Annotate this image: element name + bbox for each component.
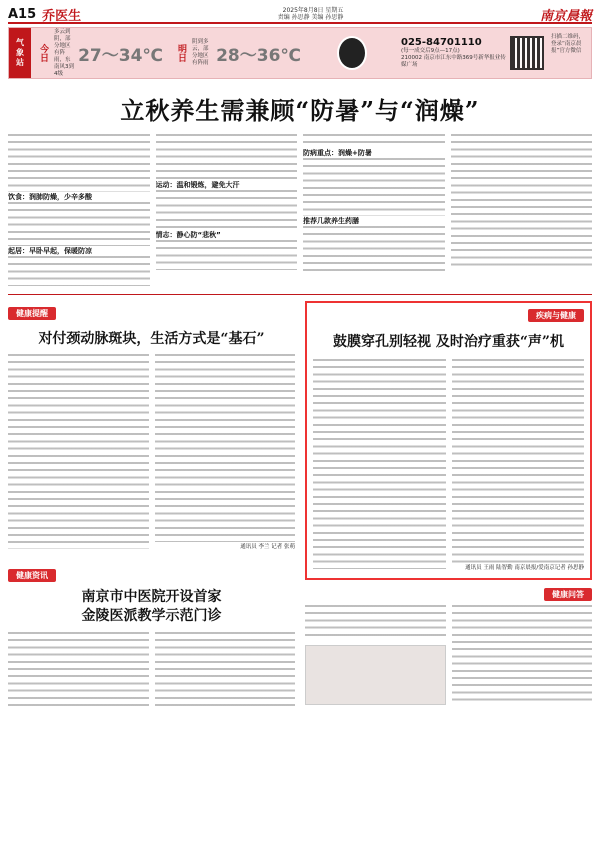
left-byline: 通讯员 李兰 记者 张萌 bbox=[240, 544, 295, 551]
tag-health-reminder: 健康提醒 bbox=[8, 307, 56, 320]
subhead-exercise: 运动：温和锻炼，避免大汗 bbox=[155, 181, 240, 189]
page-number: A15 bbox=[8, 6, 37, 22]
weather-label: 气象站 bbox=[9, 28, 31, 78]
newspaper-logo: 南京晨報 bbox=[539, 8, 592, 24]
news-headline: 南京市中医院开设首家 金陵医派教学示范门诊 bbox=[81, 588, 222, 624]
header-meta: 2025年8月8日 星期五 责编 孙思静 美编 孙思静 bbox=[277, 7, 344, 21]
qr-note: 扫描二维码，登录“南京晨报”官方微信 bbox=[551, 34, 585, 54]
page-header bbox=[8, 6, 592, 24]
hotline-block: 025-84701110 (每一成交后9点—17点) 210002 南京市江东中路369号新华报业传媒广场 bbox=[401, 37, 506, 68]
subhead-rest: 起居：早卧早起，保暖防凉 bbox=[8, 247, 92, 256]
qr-code-icon[interactable] bbox=[507, 28, 547, 78]
subhead-recipes: 推荐几款养生药膳 bbox=[303, 217, 359, 226]
avatar-icon bbox=[337, 36, 367, 70]
doctor-illustration bbox=[307, 28, 397, 78]
highlighted-article bbox=[305, 301, 592, 579]
main-article-body bbox=[8, 134, 592, 286]
weather-today: 今日 多云到阴，部分地区有阵雨，东南风3到4级 27～34℃ bbox=[38, 28, 163, 77]
weather-tomorrow: 明日 阴到多云，部分地区有阵雨 28～36℃ bbox=[176, 39, 301, 66]
section-divider bbox=[8, 294, 592, 295]
subhead-diet: 饮食：润肺防燥，少辛多酸 bbox=[8, 193, 92, 201]
main-headline: 立秋养生需兼顾“防暑”与“润燥” bbox=[120, 96, 480, 125]
tag-health-news: 健康资讯 bbox=[8, 569, 56, 582]
qa-image bbox=[305, 645, 446, 705]
section-name: 乔医生 bbox=[42, 8, 82, 24]
subhead-mood: 情志：静心防“悲秋” bbox=[155, 231, 221, 240]
lower-section bbox=[8, 301, 592, 705]
left-column bbox=[8, 301, 295, 705]
subhead-prevention: 防病重点：润燥+防暑 bbox=[303, 149, 372, 157]
tag-health-qa: 健康问答 bbox=[544, 588, 592, 601]
weather-band bbox=[8, 27, 592, 79]
right-column bbox=[305, 301, 592, 705]
tag-disease-health: 疾病与健康 bbox=[528, 309, 584, 322]
left-article-headline: 对付颈动脉斑块，生活方式是“基石” bbox=[38, 331, 265, 348]
right-byline: 通讯员 王雨 陆智勤 南京晨报/爱南京记者 孙思静 bbox=[465, 565, 584, 572]
right-article-headline: 鼓膜穿孔别轻视 及时治疗重获“声”机 bbox=[333, 334, 564, 351]
